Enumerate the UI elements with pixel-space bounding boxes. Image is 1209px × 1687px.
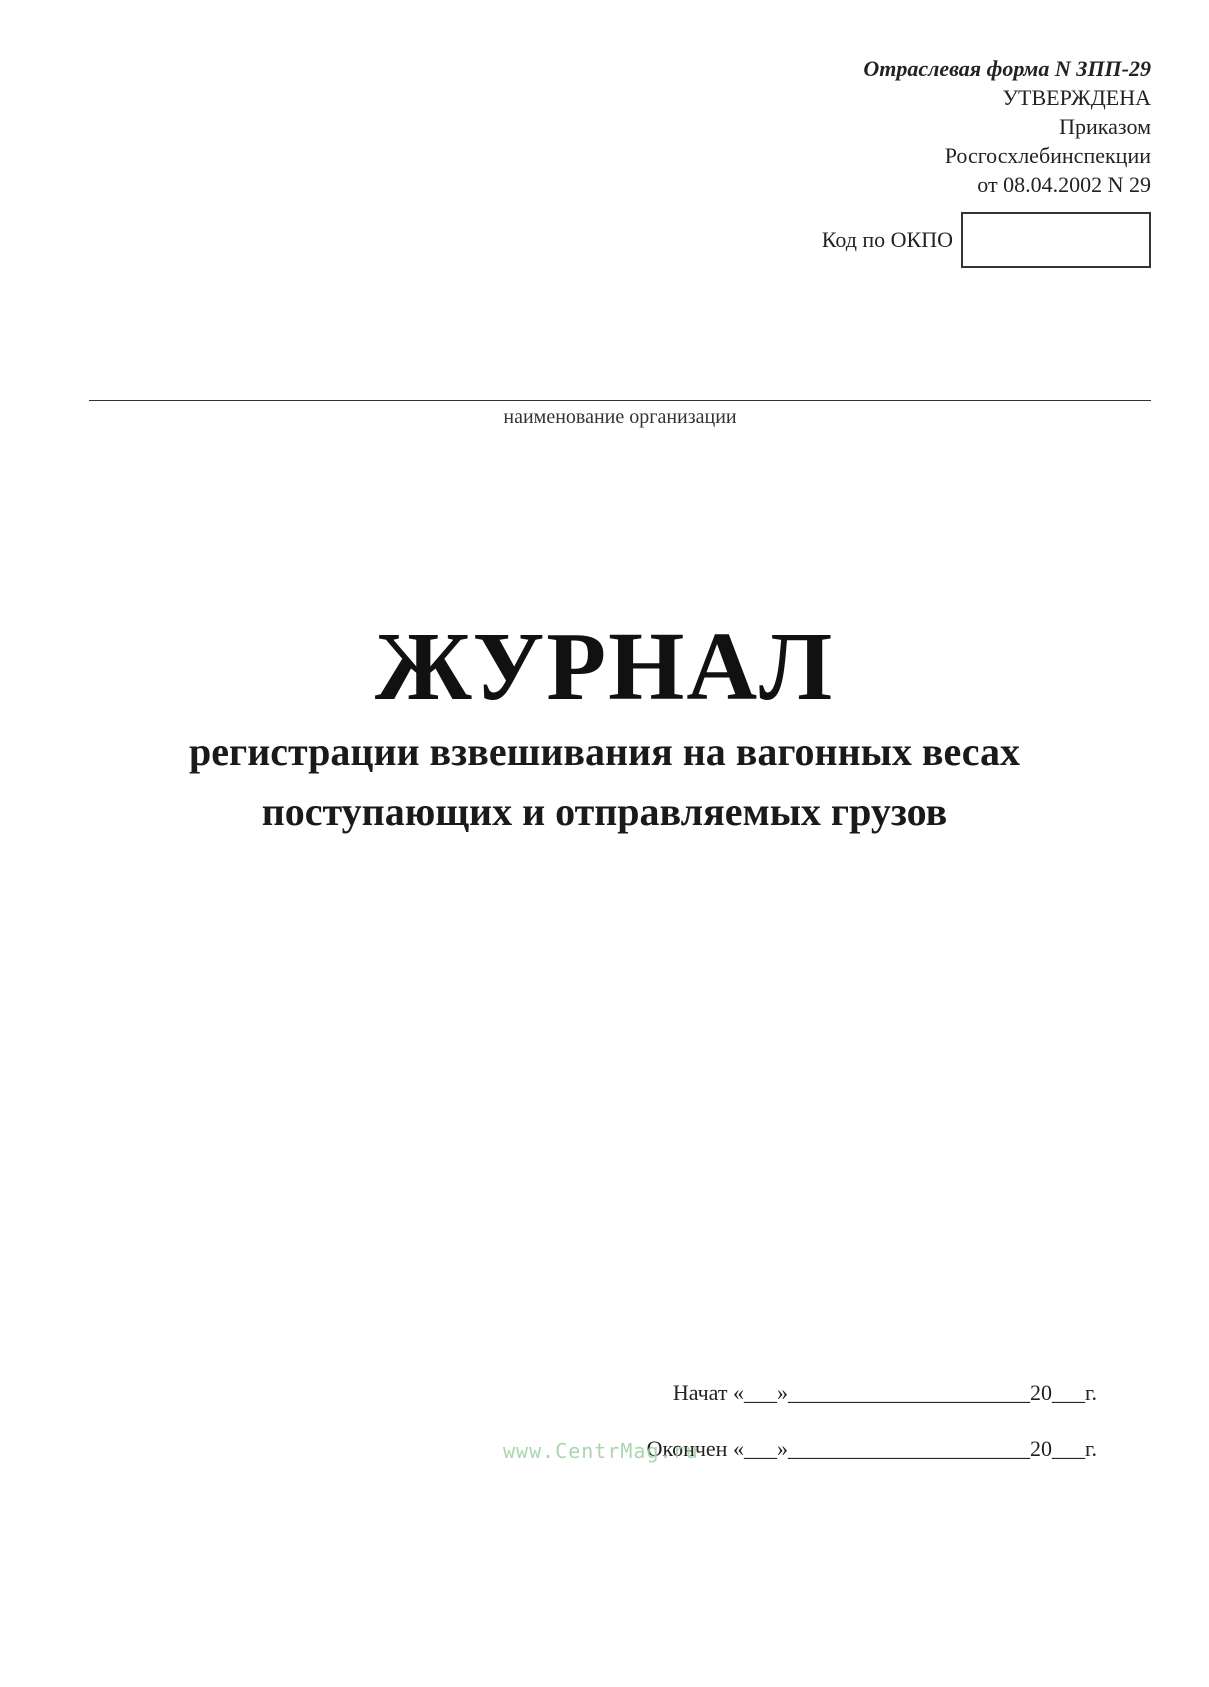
form-header (863, 54, 1151, 199)
watermark: www.CentrMag.ru (503, 1439, 699, 1463)
subtitle-line-2: поступающих и отправляемых грузов (261, 789, 948, 834)
order-label: Приказом (1059, 114, 1151, 139)
organization-caption: наименование организации (503, 406, 737, 428)
approved-label: УТВЕРЖДЕНА (1002, 85, 1151, 110)
organization-name-line[interactable] (89, 400, 1151, 401)
finished-date-line[interactable]: Окончен «___»______________________20___г. (646, 1436, 1097, 1461)
journal-title: ЖУРНАЛ (374, 613, 835, 721)
okpo-label: Код по ОКПО (821, 227, 953, 252)
subtitle-line-1: регистрации взвешивания на вагонных весах (189, 729, 1020, 774)
form-id: Отраслевая форма N ЗПП-29 (863, 56, 1151, 81)
journal-subtitle (0, 722, 1209, 842)
okpo-code-field[interactable] (961, 212, 1151, 268)
okpo-row (822, 212, 1151, 268)
order-date: от 08.04.2002 N 29 (977, 172, 1151, 197)
agency-label: Росгосхлебинспекции (944, 143, 1151, 168)
started-date-line[interactable]: Начат «___»______________________20___г. (672, 1380, 1097, 1405)
